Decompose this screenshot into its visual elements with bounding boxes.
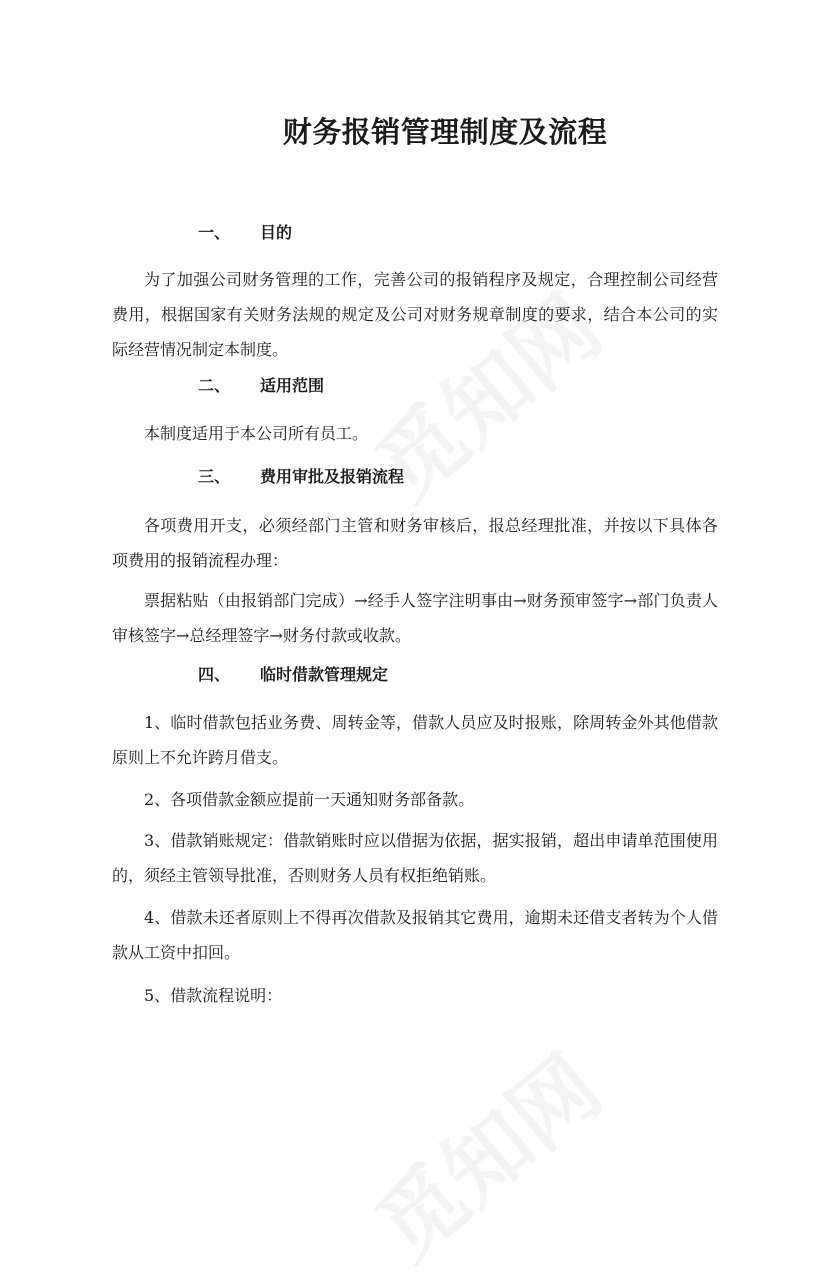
section-title: 临时借款管理规定 xyxy=(260,665,389,684)
document-title: 财务报销管理制度及流程 xyxy=(282,115,608,149)
section-heading xyxy=(198,465,404,489)
watermark xyxy=(345,1022,622,1282)
section-title: 费用审批及报销流程 xyxy=(260,467,405,486)
paragraph: 5、借款流程说明： xyxy=(144,986,283,1005)
section-heading xyxy=(198,221,292,245)
section-number: 一、 xyxy=(198,223,231,242)
paragraph: 2、各项借款金额应提前一天通知财务部备款。 xyxy=(144,790,475,809)
section-heading xyxy=(198,374,324,398)
paragraph: 票据粘贴（由报销部门完成）→经手人签字注明事由→财务预审签字→部门负责人审核签字→总经理签字→财务付款或收款。 xyxy=(112,591,718,645)
section-title: 目的 xyxy=(260,223,293,242)
paragraph: 各项费用开支，必须经部门主管和财务审核后，报总经理批准，并按以下具体各项费用的报销流程办理： xyxy=(112,516,718,570)
section-title: 适用范围 xyxy=(260,376,325,395)
section-heading xyxy=(198,663,388,687)
section-number: 四、 xyxy=(198,665,231,684)
paragraph: 1、临时借款包括业务费、周转金等，借款人员应及时报账，除周转金外其他借款原则上不允许跨月借支。 xyxy=(112,713,718,767)
paragraph: 为了加强公司财务管理的工作，完善公司的报销程序及规定，合理控制公司经营费用，根据国家有关财务法规的规定及公司对财务规章制度的要求，结合本公司的实际经营情况制定本制度。 xyxy=(112,270,718,359)
paragraph: 4、借款未还者原则上不得再次借款及报销其它费用，逾期未还借支者转为个人借款从工资中扣回。 xyxy=(112,908,718,962)
section-number: 三、 xyxy=(198,467,231,486)
paragraph: 3、借款销账规定：借款销账时应以借据为依据，据实报销，超出申请单范围使用的，须经主管领导批准，否则财务人员有权拒绝销账。 xyxy=(112,831,718,885)
paragraph: 本制度适用于本公司所有员工。 xyxy=(144,424,369,443)
section-number: 二、 xyxy=(198,376,231,395)
